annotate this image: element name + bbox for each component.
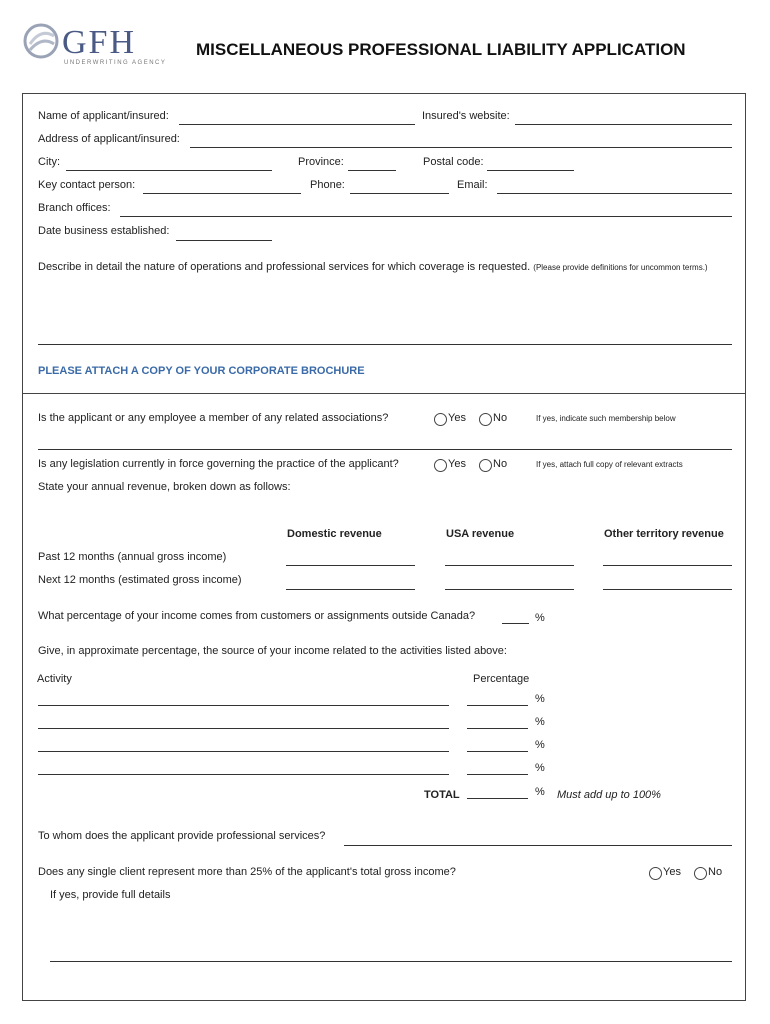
- address-field[interactable]: [190, 147, 732, 148]
- past-domestic-field[interactable]: [286, 565, 415, 566]
- total-field[interactable]: [467, 798, 528, 799]
- website-label: Insured's website:: [422, 110, 510, 122]
- associations-field[interactable]: [38, 449, 732, 450]
- website-field[interactable]: [515, 124, 732, 125]
- postal-code-field[interactable]: [487, 170, 574, 171]
- percentage-sign: %: [535, 716, 545, 728]
- logo-text: GFH: [62, 24, 137, 61]
- name-label: Name of applicant/insured:: [38, 110, 169, 122]
- name-field[interactable]: [179, 124, 415, 125]
- legislation-note: If yes, attach full copy of relevant extracts: [536, 460, 683, 469]
- associations-no-label: No: [493, 412, 508, 424]
- details-field[interactable]: [50, 961, 732, 962]
- activity-field[interactable]: [38, 751, 449, 752]
- total-label: TOTAL: [424, 789, 460, 801]
- address-label: Address of applicant/insured:: [38, 133, 180, 145]
- single-client-yes-label: Yes: [663, 866, 681, 878]
- legislation-no-radio[interactable]: [479, 459, 492, 472]
- usa-revenue-header: USA revenue: [446, 528, 515, 540]
- email-field[interactable]: [497, 193, 732, 194]
- legislation-question: Is any legislation currently in force governing the practice of the applicant?: [38, 458, 399, 470]
- activity-field[interactable]: [38, 728, 449, 729]
- past-usa-field[interactable]: [445, 565, 574, 566]
- describe-text: Describe in detail the nature of operations and professional services for which coverage is requested.: [38, 261, 531, 273]
- single-client-question: Does any single client represent more than 25% of the applicant's total gross income?: [38, 866, 456, 878]
- revenue-label: State your annual revenue, broken down as follows:: [38, 481, 291, 493]
- percentage-sign: %: [535, 739, 545, 751]
- past-12-label: Past 12 months (annual gross income): [38, 551, 227, 563]
- postal-code-label: Postal code:: [423, 156, 484, 168]
- single-client-no-radio[interactable]: [694, 867, 707, 880]
- other-revenue-header: Other territory revenue: [604, 528, 724, 540]
- logo-icon: [22, 22, 60, 60]
- associations-no-radio[interactable]: [479, 413, 492, 426]
- date-established-label: Date business established:: [38, 225, 170, 237]
- must-add-note: Must add up to 100%: [557, 789, 661, 801]
- province-label: Province:: [298, 156, 344, 168]
- describe-note: (Please provide definitions for uncommon terms.): [533, 263, 708, 272]
- city-label: City:: [38, 156, 60, 168]
- outside-canada-question: What percentage of your income comes from customers or assignments outside Canada?: [38, 610, 476, 622]
- single-client-no-label: No: [708, 866, 723, 878]
- associations-question: Is the applicant or any employee a member of any related associations?: [38, 412, 389, 424]
- city-field[interactable]: [66, 170, 272, 171]
- describe-label: [38, 261, 708, 273]
- total-pct: %: [535, 786, 545, 798]
- percentage-sign: %: [535, 693, 545, 705]
- associations-yes-radio[interactable]: [434, 413, 447, 426]
- next-domestic-field[interactable]: [286, 589, 415, 590]
- whom-question: To whom does the applicant provide professional services?: [38, 830, 326, 842]
- date-established-field[interactable]: [176, 240, 272, 241]
- legislation-no-label: No: [493, 458, 508, 470]
- next-12-label: Next 12 months (estimated gross income): [38, 574, 242, 586]
- phone-label: Phone:: [310, 179, 345, 191]
- percentage-field[interactable]: [467, 705, 528, 706]
- activity-field[interactable]: [38, 774, 449, 775]
- contact-field[interactable]: [143, 193, 301, 194]
- income-source-label: Give, in approximate percentage, the source of your income related to the activities listed above:: [38, 645, 507, 657]
- activity-header: Activity: [37, 673, 72, 685]
- branch-label: Branch offices:: [38, 202, 111, 214]
- describe-field[interactable]: [38, 344, 732, 345]
- associations-yes-label: Yes: [448, 412, 466, 424]
- outside-canada-field[interactable]: [502, 623, 529, 624]
- phone-field[interactable]: [350, 193, 449, 194]
- details-label: If yes, provide full details: [50, 889, 171, 901]
- outside-canada-pct: %: [535, 612, 545, 624]
- next-other-field[interactable]: [603, 589, 732, 590]
- whom-field[interactable]: [344, 845, 732, 846]
- legislation-yes-radio[interactable]: [434, 459, 447, 472]
- percentage-sign: %: [535, 762, 545, 774]
- activity-field[interactable]: [38, 705, 449, 706]
- email-label: Email:: [457, 179, 488, 191]
- domestic-revenue-header: Domestic revenue: [287, 528, 382, 540]
- single-client-yes-radio[interactable]: [649, 867, 662, 880]
- percentage-field[interactable]: [467, 774, 528, 775]
- province-field[interactable]: [348, 170, 396, 171]
- page-title: MISCELLANEOUS PROFESSIONAL LIABILITY APPLICATION: [196, 40, 686, 59]
- logo-subtitle: UNDERWRITING AGENCY: [64, 60, 167, 66]
- percentage-field[interactable]: [467, 751, 528, 752]
- percentage-header: Percentage: [473, 673, 530, 685]
- percentage-field[interactable]: [467, 728, 528, 729]
- branch-field[interactable]: [120, 216, 732, 217]
- legislation-yes-label: Yes: [448, 458, 466, 470]
- contact-label: Key contact person:: [38, 179, 136, 191]
- past-other-field[interactable]: [603, 565, 732, 566]
- brochure-notice: PLEASE ATTACH A COPY OF YOUR CORPORATE BROCHURE: [38, 365, 365, 377]
- next-usa-field[interactable]: [445, 589, 574, 590]
- associations-note: If yes, indicate such membership below: [536, 414, 676, 423]
